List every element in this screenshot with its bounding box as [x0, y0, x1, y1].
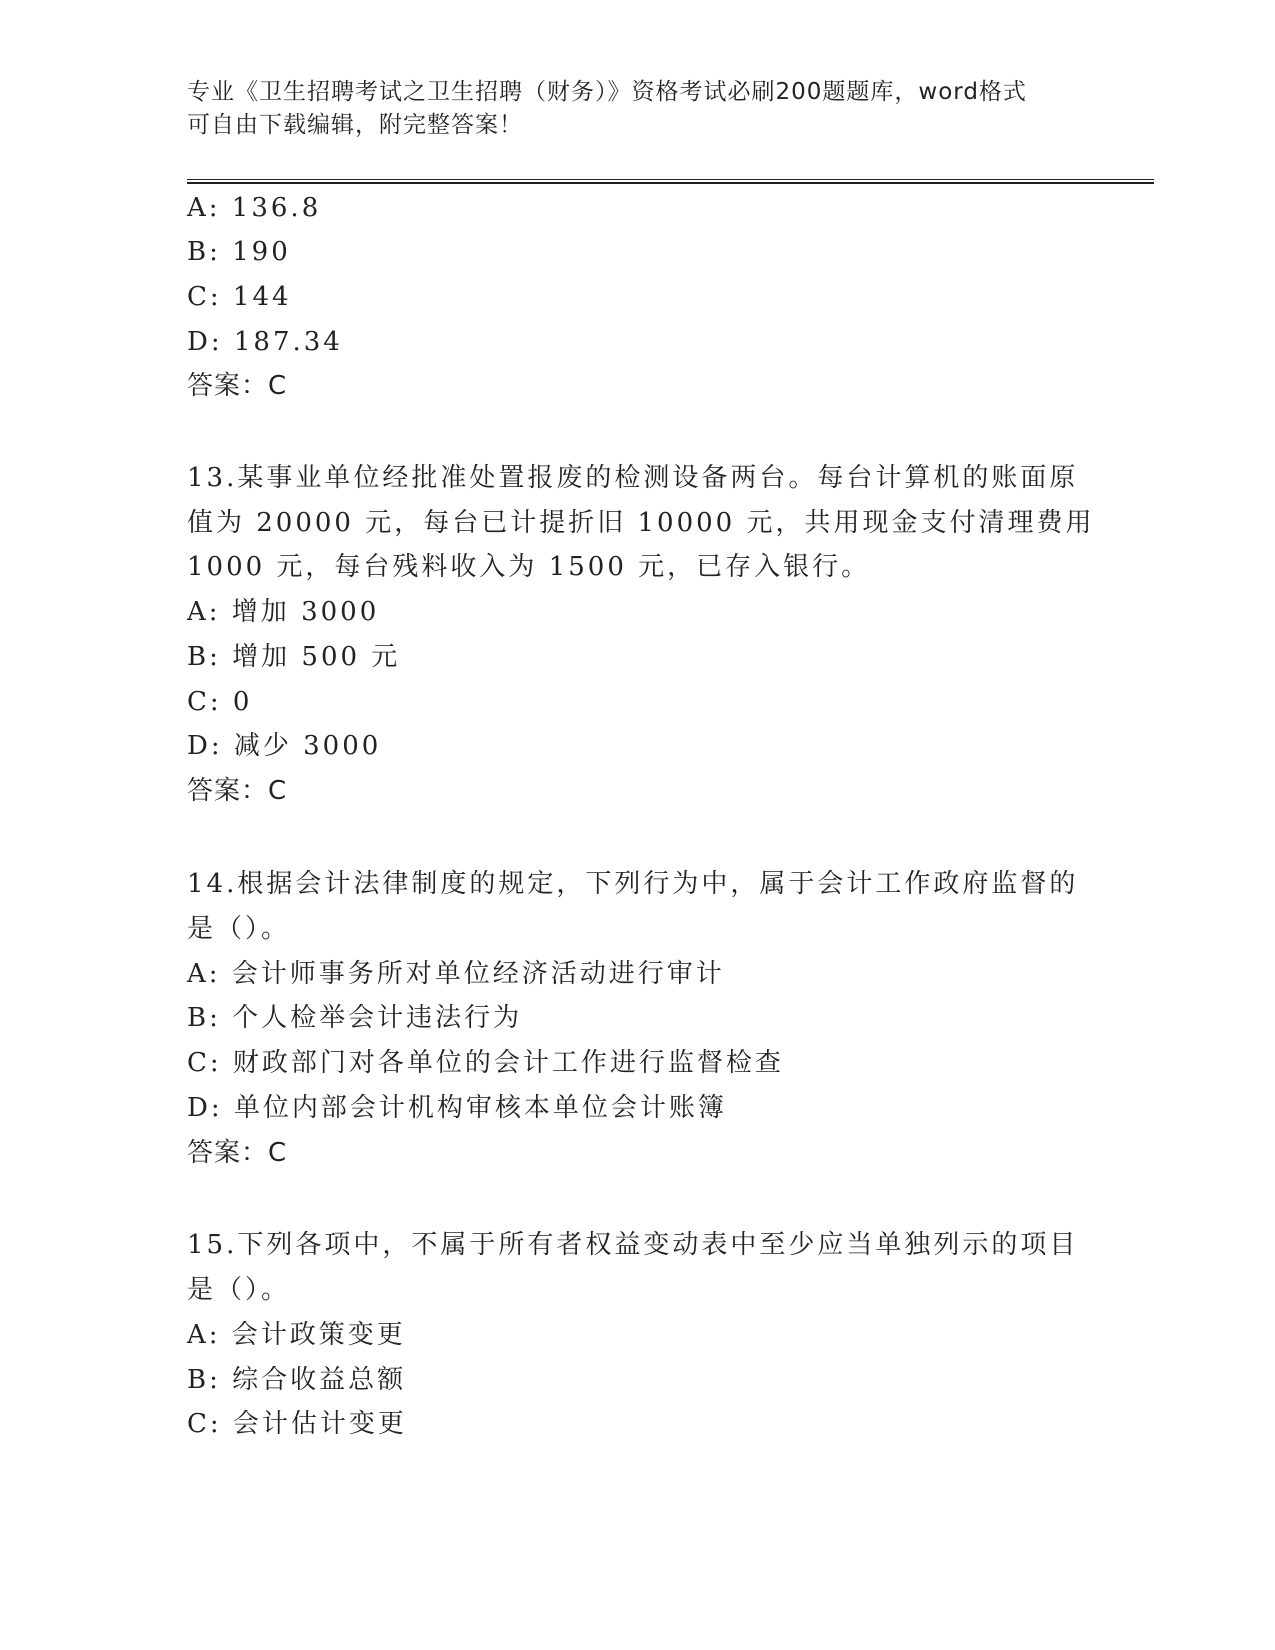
q13-question-line-3: 1000 元，每台残料收入为 1500 元，已存入银行。 — [187, 552, 871, 582]
q12-option-c: C: 144 — [187, 282, 292, 312]
q13-option-a: A: 增加 3000 — [187, 597, 380, 627]
q13-option-c: C: 0 — [187, 687, 253, 717]
q13-option-d: D: 减少 3000 — [187, 731, 382, 761]
q14-option-d: D: 单位内部会计机构审核本单位会计账簿 — [187, 1093, 727, 1123]
q12-option-d: D: 187.34 — [187, 327, 343, 357]
q12-answer: 答案：C — [187, 371, 288, 401]
q14-answer: 答案：C — [187, 1138, 288, 1168]
q12-option-a: A: 136.8 — [187, 193, 322, 223]
q15-question-line-2: 是（）。 — [187, 1275, 291, 1305]
header-title-line-1: 专业《卫生招聘考试之卫生招聘（财务）》资格考试必刷200题题库，word格式 — [187, 79, 1027, 105]
q13-question-line-1: 13.某事业单位经批准处置报废的检测设备两台。每台计算机的账面原 — [187, 463, 1079, 493]
q14-option-a: A: 会计师事务所对单位经济活动进行审计 — [187, 959, 725, 989]
header-title-line-2: 可自由下载编辑，附完整答案！ — [187, 112, 523, 138]
q14-question-line-1: 14.根据会计法律制度的规定，下列行为中，属于会计工作政府监督的 — [187, 869, 1079, 899]
header-divider-thin — [187, 179, 1154, 180]
q12-option-b: B: 190 — [187, 237, 291, 267]
q13-answer: 答案：C — [187, 776, 288, 806]
q14-option-c: C: 财政部门对各单位的会计工作进行监督检查 — [187, 1048, 784, 1078]
q15-question-line-1: 15.下列各项中，不属于所有者权益变动表中至少应当单独列示的项目 — [187, 1230, 1079, 1260]
q14-option-b: B: 个人检举会计违法行为 — [187, 1003, 523, 1033]
q15-option-c: C: 会计估计变更 — [187, 1409, 407, 1439]
document-header — [187, 76, 1067, 142]
header-divider-thick — [187, 182, 1154, 184]
q14-question-line-2: 是（）。 — [187, 914, 291, 944]
q13-option-b: B: 增加 500 元 — [187, 642, 401, 672]
q13-question-line-2: 值为 20000 元，每台已计提折旧 10000 元，共用现金支付清理费用 — [187, 508, 1095, 538]
q15-option-b: B: 综合收益总额 — [187, 1365, 407, 1395]
q15-option-a: A: 会计政策变更 — [187, 1320, 406, 1350]
